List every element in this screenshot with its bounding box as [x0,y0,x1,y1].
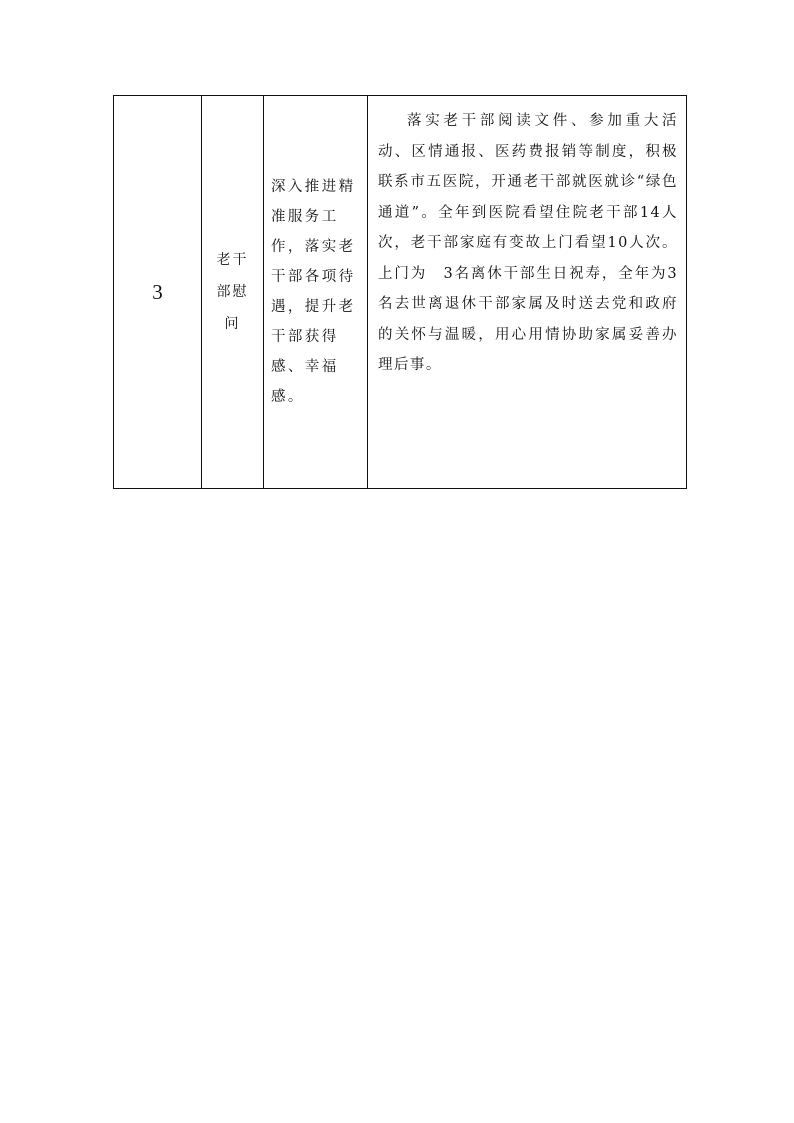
detail-text: 落实老干部阅读文件、参加重大活动、区情通报、医药费报销等制度，积极联系市五医院，开通老干部就医就诊“绿色通道”。全年到医院看望住院老干部14人次，老干部家庭有变故上门看望10人次。上门为 3名离休干部生日祝寿，全年为3名去世离退休干部家属及时送去党和政府的关怀与温暖，用心用情协助家属妥善办理后事。 [378,113,678,373]
table-row [114,96,687,489]
work-summary-table [113,95,687,489]
row-number-cell [114,96,202,489]
goal-text: 深入推进精准服务工作，落实老干部各项待遇，提升老干部获得感、幸福感。 [271,179,356,405]
document-table-container [113,95,682,489]
item-title: 老干部慰问 [216,252,249,332]
item-cell [202,96,264,489]
row-number: 3 [152,279,163,304]
detail-cell [368,96,687,489]
goal-cell [264,96,368,489]
